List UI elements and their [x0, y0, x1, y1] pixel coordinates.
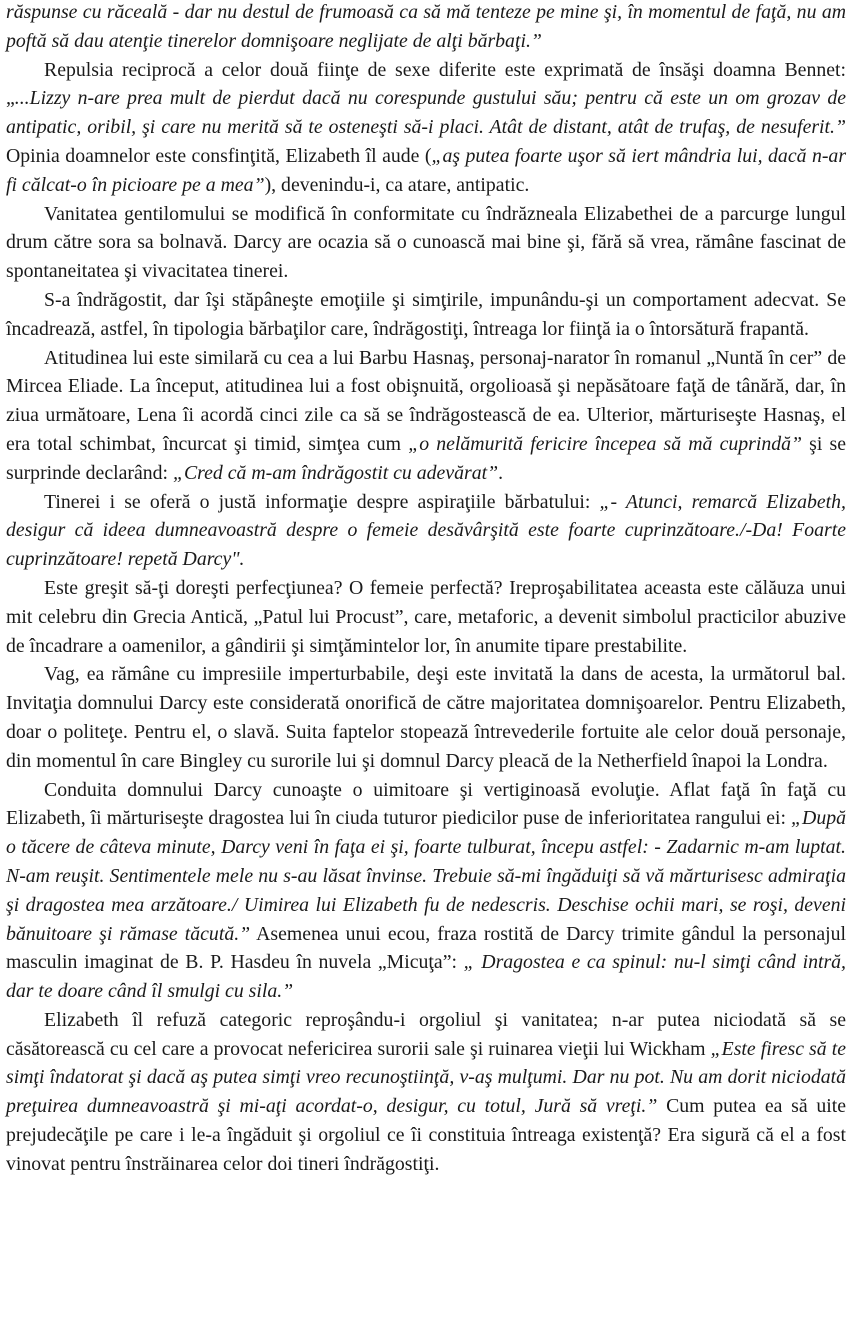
quote-text: ...Lizzy n-are prea mult de pierdut dacă nu corespunde gustului său; pentru că este un om grozav de antipatic, oribil, şi care nu merită să te osteneşti să-i placi. Atât de distant, atât de trufaş, de nesuferit.” [6, 87, 846, 139]
quote-text: „După o tăcere de câteva minute, Darcy veni în faţa ei şi, foarte tulburat, începu astfel: - Zadarnic m-am luptat. N-am reuşit. Sentimentele mele nu s-au lăsat învinse. Trebuie să-mi îngăduiţi să vă mărturisesc admiraţia şi dragostea mea arzătoare./ Uimirea lui Elizabeth fu de nedescris. Deschise ochii mari, se roşi, deveni bănuitoare şi rămase tăcută.” [6, 807, 846, 945]
paragraph-1 [6, 0, 846, 56]
body-text: Asemenea unui ecou, fraza rostită de Darcy trimite gândul la personajul masculin imaginat de B. P. Hasdeu în nuvela „Micuţa”: [6, 922, 846, 974]
body-text: Vanitatea gentilomului se modifică în conformitate cu îndrăzneala Elizabethei de a parcurge lungul drum către sora sa bolnavă. Darcy are ocazia să o cunoască mai bine şi, fără să vrea, rămâne fascinat de spontaneitatea şi vivacitatea tinerei. [6, 202, 846, 283]
paragraph-3 [6, 200, 846, 286]
body-text: . [498, 461, 504, 484]
paragraph-2 [6, 56, 846, 200]
body-text: Repulsia reciprocă a celor două fiinţe de sexe diferite este exprimată de însăşi doamna Bennet: „ [6, 58, 846, 110]
quote-text: „o nelămurită fericire începea să mă cuprindă” [408, 432, 803, 455]
paragraph-7 [6, 574, 846, 660]
body-text: Cum putea ea să uite prejudecăţile pe care i le-a îngăduit şi orgoliul ce îi constituia întreaga existenţă? Era sigură că el a fost vinovat pentru înstrăinarea celor doi tineri îndrăgostiţi. [6, 1095, 846, 1175]
body-text: Atitudinea lui este similară cu cea a lui Barbu Hasnaş, personaj-narator în romanul „Nuntă în cer” de Mircea Eliade. La început, atitudinea lui a fost obişnuită, orgolioasă şi nepăsătoare faţă de tânără, dar, în ziua următoare, Lena îi acordă cinci zile ca să se îndrăgostească de ea. Ulterior, mărturiseşte Hasnaş, el era total schimbat, încurcat şi timid, simţea cum [6, 346, 846, 455]
body-text: Tinerei i se oferă o justă informaţie despre aspiraţiile bărbatului: [44, 490, 600, 513]
body-text: şi se surprinde declarând: [6, 432, 847, 484]
quote-text: „aş putea foarte uşor să iert mândria lui, dacă n-ar fi călcat-o în picioare pe a mea” [6, 144, 847, 196]
paragraph-6 [6, 488, 846, 574]
body-text: Elizabeth îl refuză categoric reproşându-i orgoliul şi vanitatea; n-ar putea niciodată să se căsătorească cu cel care a provocat nefericirea surorii sale şi ruinarea vieţii lui Wickham [6, 1008, 846, 1060]
body-text: Opinia doamnelor este consfinţită, Elizabeth îl aude ( [6, 144, 432, 167]
paragraph-8 [6, 660, 846, 775]
body-text: Conduita domnului Darcy cunoaşte o uimitoare şi vertiginoasă evoluţie. Aflat faţă în faţă cu Elizabeth, îi mărturiseşte dragostea lui în ciuda tuturor piedicilor puse de inferioritatea rangului ei: [6, 778, 846, 830]
quote-text: răspunse cu răceală - dar nu destul de frumoasă ca să mă tenteze pe mine şi, în momentul de faţă, nu am poftă să dau atenţie tinerelor domnişoare neglijate de alţi bărbaţi.” [6, 1, 846, 52]
quote-text: „- Atunci, remarcă Elizabeth, desigur că ideea dumneavoastră despre o femeie desăvârşită este foarte cuprinzătoare./-Da! Foarte cuprinzătoare! repetă Darcy". [6, 490, 846, 571]
body-text: S-a îndrăgostit, dar îşi stăpâneşte emoţiile şi simţirile, impunându-şi un comportament adecvat. Se încadrează, astfel, în tipologia bărbaţilor care, îndrăgostiţi, întreaga lor fiinţă ia o întorsătură frapantă. [6, 288, 846, 340]
paragraph-4 [6, 286, 846, 344]
paragraph-5 [6, 344, 846, 488]
quote-text: „Cred că m-am îndrăgostit cu adevărat” [172, 461, 499, 484]
quote-text: „ Dragostea e ca spinul: nu-l simţi când intră, dar te doare când îl smulgi cu sila.” [6, 951, 846, 1003]
body-text: ), devenindu-i, ca atare, antipatic. [264, 173, 530, 196]
paragraph-9 [6, 776, 846, 1006]
quote-text: „Este firesc să te simţi îndatorat şi dacă aş putea simţi vreo recunoştiinţă, v-aş mulţumi. Dar nu pot. Nu am dorit niciodată preţuirea dumneavoastră şi mi-aţi acordat-o, desigur, cu totul, Jură să vreţi.” [6, 1037, 846, 1118]
paragraph-10 [6, 1006, 846, 1179]
body-text: Este greşit să-ţi doreşti perfecţiunea? O femeie perfectă? Ireproşabilitatea aceasta este călăuza unui mit celebru din Grecia Antică, „Patul lui Procust”, care, metaforic, a devenit simbolul practicilor abuzive de încadrare a oamenilor, a gândirii şi simţămintelor lor, în anumite tipare prestabilite. [6, 576, 846, 657]
body-text: Vag, ea rămâne cu impresiile imperturbabile, deşi este invitată la dans de acesta, la următorul bal. Invitaţia domnului Darcy este considerată onorifică de către majoritatea domnişoarelor. Pentru Elizabeth, doar o politeţe. Pentru el, o slavă. Suita faptelor stopează întrevederile fortuite ale celor două personaje, din momentul în care Bingley cu surorile lui şi domnul Darcy pleacă de la Netherfield înapoi la Londra. [6, 663, 846, 772]
